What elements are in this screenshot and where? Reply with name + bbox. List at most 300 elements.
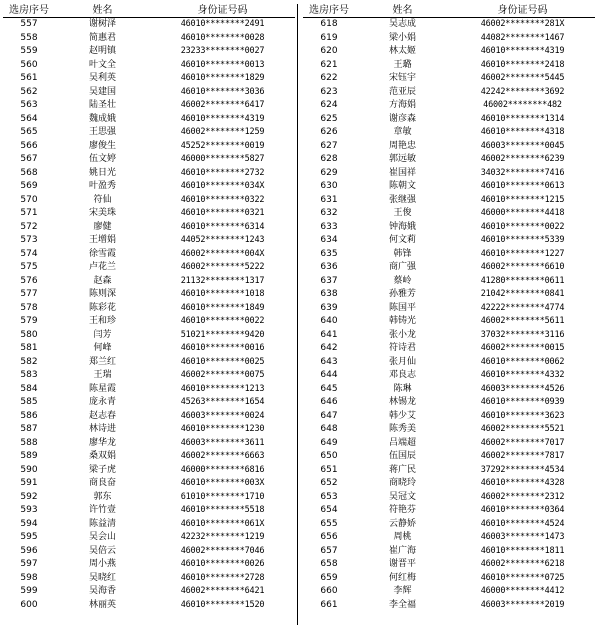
id-cell: 46010********061X <box>180 518 265 529</box>
seq-cell: 638 <box>320 289 338 299</box>
name-cell: 林锡龙 <box>388 397 416 407</box>
id-cell: 46003********0045 <box>480 140 565 151</box>
id-cell: 46010********1520 <box>180 599 265 610</box>
table-row <box>3 531 295 545</box>
table-row <box>303 531 595 545</box>
id-cell: 46010********1213 <box>180 383 265 394</box>
table-row <box>3 167 295 181</box>
id-cell: 42222********4774 <box>480 302 565 313</box>
name-cell: 钟海娥 <box>388 221 416 232</box>
seq-cell: 641 <box>320 329 338 340</box>
id-cell: 46010********4332 <box>480 370 565 380</box>
seq-cell: 597 <box>20 559 38 569</box>
name-cell: 王瑞 <box>93 370 112 380</box>
name-cell: 陆圣壮 <box>88 100 116 110</box>
name-cell: 郭远敏 <box>388 154 416 164</box>
table-row <box>303 491 595 505</box>
seq-cell: 630 <box>320 181 338 191</box>
name-cell: 商晓玲 <box>388 478 416 488</box>
seq-cell: 563 <box>20 100 38 110</box>
id-cell: 42232********1219 <box>180 532 265 542</box>
seq-cell: 575 <box>20 262 38 272</box>
name-cell: 伍国辰 <box>388 451 416 461</box>
id-cell: 46010********4318 <box>480 127 565 137</box>
id-cell: 46002********7046 <box>180 545 265 556</box>
name-cell: 伍文婷 <box>88 154 116 164</box>
seq-cell: 599 <box>20 586 38 596</box>
table-row <box>303 410 595 424</box>
name-cell: 廖健 <box>93 221 112 232</box>
id-cell: 46003********1473 <box>480 532 565 542</box>
table-row <box>303 545 595 559</box>
table-row <box>3 477 295 491</box>
table-row <box>303 450 595 464</box>
id-cell: 21042********0841 <box>480 289 565 299</box>
table-row <box>3 396 295 410</box>
table-row <box>303 18 595 32</box>
name-cell: 廖俊生 <box>88 140 116 151</box>
name-cell: 庞永青 <box>88 397 116 407</box>
id-cell: 46003********3611 <box>180 437 265 448</box>
table-row <box>3 437 295 451</box>
seq-cell: 569 <box>20 181 38 191</box>
table-row <box>3 194 295 208</box>
seq-cell: 577 <box>20 289 38 299</box>
id-cell: 46002********0075 <box>180 370 265 380</box>
seq-cell: 570 <box>20 194 38 205</box>
id-cell: 46003********0024 <box>180 410 265 421</box>
id-cell: 34032********7416 <box>480 167 565 178</box>
table-row <box>3 572 295 586</box>
seq-cell: 619 <box>320 32 338 43</box>
id-cell: 46010********4319 <box>180 113 265 124</box>
seq-cell: 558 <box>20 32 38 43</box>
table-row <box>3 504 295 518</box>
seq-cell: 557 <box>20 19 38 29</box>
seq-cell: 571 <box>20 208 38 218</box>
name-cell: 廖华龙 <box>88 437 116 448</box>
name-cell: 许竹壹 <box>88 505 116 515</box>
name-cell: 陈国平 <box>388 302 416 313</box>
name-cell: 章敏 <box>393 127 412 137</box>
seq-cell: 623 <box>320 86 338 97</box>
table-row <box>303 207 595 221</box>
seq-cell: 581 <box>20 343 38 353</box>
name-cell: 王俊 <box>393 208 412 218</box>
left-table <box>3 4 295 612</box>
name-cell: 赵志春 <box>88 410 116 421</box>
table-row <box>303 194 595 208</box>
name-cell: 张小龙 <box>388 329 416 340</box>
seq-cell: 652 <box>320 478 338 488</box>
name-cell: 李全福 <box>388 599 416 610</box>
name-cell: 陈秀美 <box>388 424 416 434</box>
id-cell: 46000********4412 <box>480 586 565 596</box>
table-row <box>303 329 595 343</box>
seq-cell: 621 <box>320 59 338 70</box>
name-cell: 陈琳 <box>393 383 412 394</box>
seq-cell: 589 <box>20 451 38 461</box>
name-cell: 梁子虎 <box>88 464 116 475</box>
seq-cell: 640 <box>320 316 338 326</box>
id-cell: 46002********5521 <box>480 424 565 434</box>
id-cell: 46010********0025 <box>180 356 265 367</box>
table-row <box>3 72 295 86</box>
table-row <box>3 288 295 302</box>
id-cell: 46002********6421 <box>180 586 265 596</box>
table-row <box>3 383 295 397</box>
table-header <box>3 4 295 18</box>
name-cell: 吕端超 <box>388 437 416 448</box>
seq-cell: 587 <box>20 424 38 434</box>
id-cell: 46010********0321 <box>180 208 265 218</box>
header-id: 身份证号码 <box>197 5 248 16</box>
table-row <box>3 342 295 356</box>
id-cell: 45263********1654 <box>180 397 265 407</box>
id-cell: 46002********6663 <box>180 451 265 461</box>
table-row <box>3 221 295 235</box>
name-cell: 王思强 <box>88 127 116 137</box>
seq-cell: 626 <box>320 127 338 137</box>
name-cell: 王和珍 <box>88 316 116 326</box>
name-cell: 方海娟 <box>388 100 416 110</box>
id-cell: 46010********0939 <box>480 397 565 407</box>
name-cell: 谢树泽 <box>88 19 116 29</box>
seq-cell: 653 <box>320 491 338 502</box>
seq-cell: 588 <box>20 437 38 448</box>
table-row <box>303 248 595 262</box>
header-name: 姓名 <box>392 5 413 16</box>
id-cell: 46010********0028 <box>180 32 265 43</box>
name-cell: 赵森 <box>93 275 112 286</box>
seq-cell: 592 <box>20 491 38 502</box>
table-row <box>3 113 295 127</box>
seq-cell: 656 <box>320 532 338 542</box>
table-header <box>303 4 595 18</box>
table-row <box>303 504 595 518</box>
header-name: 姓名 <box>92 5 113 16</box>
name-cell: 叶盈秀 <box>88 181 116 191</box>
seq-cell: 636 <box>320 262 338 272</box>
seq-cell: 648 <box>320 424 338 434</box>
id-cell: 46010********3623 <box>480 410 565 421</box>
name-cell: 何峰 <box>93 343 112 353</box>
seq-cell: 590 <box>20 464 38 475</box>
name-cell: 蒋广民 <box>388 464 416 475</box>
id-cell: 37292********4534 <box>480 464 565 475</box>
name-cell: 林丽英 <box>88 599 116 610</box>
table-row <box>303 518 595 532</box>
id-cell: 44082********1467 <box>480 32 565 43</box>
id-cell: 46010********1018 <box>180 289 265 299</box>
name-cell: 蔡岭 <box>393 275 412 286</box>
name-cell: 简惠君 <box>88 32 116 43</box>
table-row <box>3 99 295 113</box>
seq-cell: 628 <box>320 154 338 164</box>
id-cell: 45252********0019 <box>180 140 265 151</box>
seq-cell: 635 <box>320 248 338 259</box>
id-cell: 46010********2491 <box>180 19 265 29</box>
name-cell: 郑兰红 <box>88 356 116 367</box>
table-row <box>3 329 295 343</box>
seq-cell: 647 <box>320 410 338 421</box>
name-cell: 韩铸光 <box>388 316 416 326</box>
name-cell: 何红梅 <box>388 572 416 583</box>
seq-cell: 593 <box>20 505 38 515</box>
seq-cell: 637 <box>320 275 338 286</box>
table-row <box>303 180 595 194</box>
seq-cell: 600 <box>20 599 38 610</box>
seq-cell: 629 <box>320 167 338 178</box>
id-cell: 46010********4524 <box>480 518 565 529</box>
seq-cell: 657 <box>320 545 338 556</box>
table-row <box>3 153 295 167</box>
name-cell: 周小燕 <box>88 559 116 569</box>
name-cell: 桑双娟 <box>88 451 116 461</box>
table-row <box>3 545 295 559</box>
table-row <box>3 315 295 329</box>
table-row <box>3 356 295 370</box>
id-cell: 37032********3116 <box>480 329 565 340</box>
table-row <box>303 369 595 383</box>
name-cell: 吴冠文 <box>388 491 416 502</box>
id-cell: 46000********5827 <box>180 154 265 164</box>
right-table <box>303 4 595 612</box>
name-cell: 商良奋 <box>88 478 116 488</box>
seq-cell: 639 <box>320 302 338 313</box>
seq-cell: 580 <box>20 329 38 340</box>
seq-cell: 649 <box>320 437 338 448</box>
table-row <box>303 464 595 478</box>
name-cell: 周艳忠 <box>388 140 416 151</box>
table-row <box>3 464 295 478</box>
seq-cell: 659 <box>320 572 338 583</box>
table-row <box>303 32 595 46</box>
table-row <box>303 221 595 235</box>
table-row <box>303 167 595 181</box>
table-row <box>303 396 595 410</box>
seq-cell: 583 <box>20 370 38 380</box>
id-cell: 23233********0027 <box>180 46 265 56</box>
table-row <box>303 437 595 451</box>
table-row <box>303 599 595 613</box>
id-cell: 46010********4328 <box>480 478 565 488</box>
table-row <box>3 599 295 613</box>
name-cell: 陈彩花 <box>88 302 116 313</box>
name-cell: 韩锋 <box>393 248 412 259</box>
name-cell: 韩少艾 <box>388 410 416 421</box>
id-cell: 46002********004X <box>180 248 265 259</box>
name-cell: 卢花兰 <box>88 262 116 272</box>
name-cell: 邓良志 <box>388 370 416 380</box>
name-cell: 吴利英 <box>88 73 116 83</box>
id-cell: 46010********4319 <box>480 46 565 56</box>
table-row <box>303 302 595 316</box>
seq-cell: 651 <box>320 464 338 475</box>
table-row <box>3 32 295 46</box>
seq-cell: 582 <box>20 356 38 367</box>
id-cell: 46002********5611 <box>480 316 565 326</box>
table-row <box>303 585 595 599</box>
seq-cell: 622 <box>320 73 338 83</box>
table-row <box>3 207 295 221</box>
id-cell: 46010********6314 <box>180 221 265 232</box>
name-cell: 郭东 <box>93 491 112 502</box>
name-cell: 吴会山 <box>88 532 116 542</box>
table-row <box>3 450 295 464</box>
name-cell: 叶文全 <box>88 59 116 70</box>
id-cell: 51021********9420 <box>180 329 265 340</box>
seq-cell: 642 <box>320 343 338 353</box>
name-cell: 吴倍云 <box>88 545 116 556</box>
table-row <box>303 72 595 86</box>
seq-cell: 585 <box>20 397 38 407</box>
id-cell: 46002********6417 <box>180 100 265 110</box>
table-row <box>3 18 295 32</box>
seq-cell: 572 <box>20 221 38 232</box>
id-cell: 46010********2728 <box>180 572 265 583</box>
name-cell: 陈朝文 <box>388 181 416 191</box>
name-cell: 王增娟 <box>88 235 116 245</box>
name-cell: 吴志成 <box>388 19 416 29</box>
seq-cell: 576 <box>20 275 38 286</box>
name-cell: 林太姬 <box>388 46 416 56</box>
seq-cell: 573 <box>20 235 38 245</box>
table-row <box>3 423 295 437</box>
id-cell: 46002********6218 <box>480 559 565 569</box>
seq-cell: 646 <box>320 397 338 407</box>
seq-cell: 560 <box>20 59 38 70</box>
id-cell: 44052********1243 <box>180 235 265 245</box>
seq-cell: 565 <box>20 127 38 137</box>
table-row <box>303 356 595 370</box>
seq-cell: 624 <box>320 100 338 110</box>
table-row <box>3 45 295 59</box>
seq-cell: 566 <box>20 140 38 151</box>
id-cell: 46002********281X <box>480 19 565 29</box>
name-cell: 符艳芬 <box>388 505 416 515</box>
seq-cell: 591 <box>20 478 38 488</box>
name-cell: 谢晋平 <box>388 559 416 569</box>
name-cell: 吴晓红 <box>88 572 116 583</box>
table-row <box>3 126 295 140</box>
name-cell: 宋美珠 <box>88 208 116 218</box>
id-cell: 46002********7017 <box>480 437 565 448</box>
seq-cell: 634 <box>320 235 338 245</box>
name-cell: 陈益清 <box>88 518 116 529</box>
seq-cell: 627 <box>320 140 338 151</box>
id-cell: 46003********2019 <box>480 599 565 610</box>
housing-selection-table <box>3 4 592 625</box>
table-row <box>3 518 295 532</box>
name-cell: 姚日光 <box>88 167 116 178</box>
seq-cell: 650 <box>320 451 338 461</box>
id-cell: 46010********2418 <box>480 59 565 70</box>
name-cell: 林诗进 <box>88 424 116 434</box>
id-cell: 46010********003X <box>180 478 265 488</box>
seq-cell: 568 <box>20 167 38 178</box>
id-cell: 46002********482 <box>483 100 562 110</box>
name-cell: 闫芳 <box>93 329 112 340</box>
seq-cell: 625 <box>320 113 338 124</box>
header-id: 身份证号码 <box>497 5 548 16</box>
id-cell: 46002********1259 <box>180 127 265 137</box>
seq-cell: 618 <box>320 19 338 29</box>
table-row <box>3 302 295 316</box>
table-row <box>3 369 295 383</box>
id-cell: 46002********0015 <box>480 343 565 353</box>
table-row <box>303 342 595 356</box>
table-row <box>303 315 595 329</box>
table-row <box>303 99 595 113</box>
id-cell: 46010********0062 <box>480 356 565 367</box>
table-row <box>303 234 595 248</box>
table-row <box>303 572 595 586</box>
id-cell: 41280********0611 <box>480 275 565 286</box>
name-cell: 周桃 <box>393 532 412 542</box>
table-row <box>3 261 295 275</box>
id-cell: 46010********0725 <box>480 572 565 583</box>
table-row <box>3 86 295 100</box>
id-cell: 42242********3692 <box>480 86 565 97</box>
name-cell: 符诗君 <box>388 343 416 353</box>
id-cell: 46010********0322 <box>180 194 265 205</box>
id-cell: 46000********6816 <box>180 464 265 475</box>
name-cell: 张继强 <box>388 194 416 205</box>
id-cell: 46002********2312 <box>480 491 565 502</box>
left-table-body <box>3 18 295 612</box>
name-cell: 崔国祥 <box>388 167 416 178</box>
id-cell: 46010********1849 <box>180 302 265 313</box>
name-cell: 陈星霞 <box>88 383 116 394</box>
table-row <box>303 288 595 302</box>
seq-cell: 562 <box>20 86 38 97</box>
table-row <box>303 477 595 491</box>
seq-cell: 586 <box>20 410 38 421</box>
id-cell: 46010********034X <box>180 181 265 191</box>
id-cell: 46002********5222 <box>180 262 265 272</box>
name-cell: 范亚辰 <box>388 86 416 97</box>
id-cell: 46010********1215 <box>480 194 565 205</box>
id-cell: 46010********1829 <box>180 73 265 83</box>
table-row <box>3 180 295 194</box>
header-seq: 选房序号 <box>309 5 349 16</box>
id-cell: 61010********1710 <box>180 491 265 502</box>
name-cell: 李辉 <box>393 586 412 596</box>
name-cell: 徐雪霞 <box>88 248 116 259</box>
id-cell: 46010********3036 <box>180 86 265 97</box>
table-row <box>303 45 595 59</box>
seq-cell: 645 <box>320 383 338 394</box>
table-row <box>3 585 295 599</box>
table-row <box>303 59 595 73</box>
seq-cell: 578 <box>20 302 38 313</box>
seq-cell: 644 <box>320 370 338 380</box>
seq-cell: 655 <box>320 518 338 529</box>
id-cell: 46010********0613 <box>480 181 565 191</box>
name-cell: 宋钰宇 <box>388 73 416 83</box>
name-cell: 商广强 <box>388 262 416 272</box>
seq-cell: 661 <box>320 599 338 610</box>
seq-cell: 643 <box>320 356 338 367</box>
table-row <box>303 558 595 572</box>
seq-cell: 595 <box>20 532 38 542</box>
seq-cell: 564 <box>20 113 38 124</box>
name-cell: 梁小娟 <box>388 32 416 43</box>
name-cell: 吴建国 <box>88 86 116 97</box>
name-cell: 崔广海 <box>388 545 416 556</box>
id-cell: 46010********0016 <box>180 343 265 353</box>
